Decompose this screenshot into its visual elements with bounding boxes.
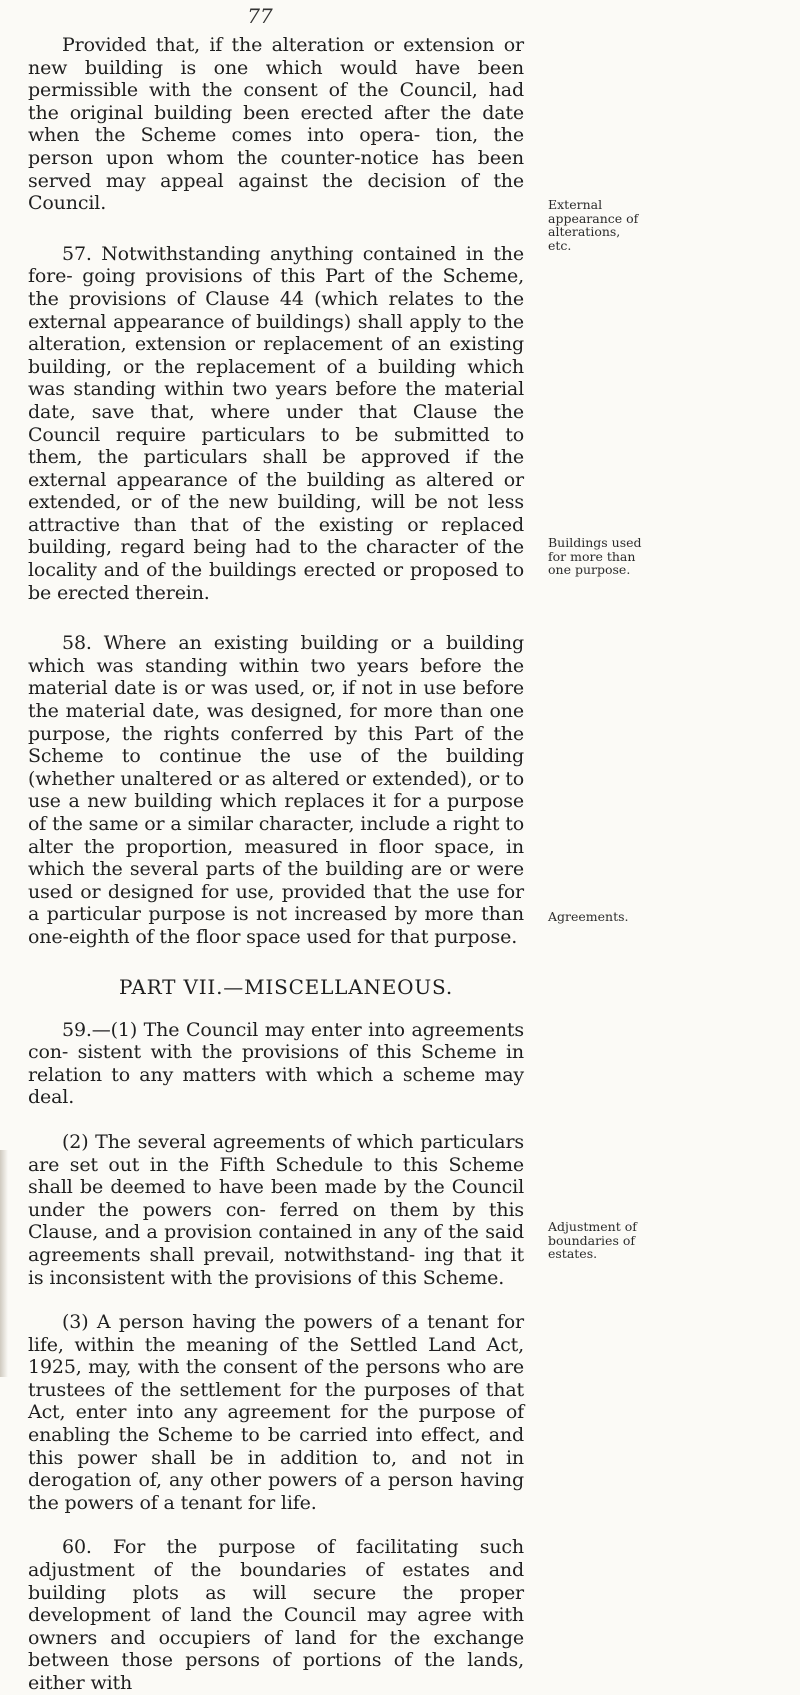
margin-note-external-appearance: External appearance of alterations, etc. — [548, 197, 639, 253]
margin-note-multi-use-buildings: Buildings used for more than one purpose. — [548, 535, 642, 577]
body-text — [28, 34, 524, 1695]
paragraph-60: 60. For the purpose of facilitating such adjustment of the boundaries of estates and building plots as will secure the proper development of land the Council may agree with owners and occupiers of land for the exchange between those persons of portions of the lands, either with — [28, 1536, 524, 1694]
page-number: 77 — [247, 4, 273, 28]
paragraph-59-1: 59.—(1) The Council may enter into agreements con- sistent with the provisions of this Scheme in relation to any matters with which a scheme may deal. — [28, 1018, 524, 1109]
paragraph-59-2: (2) The several agreements of which particulars are set out in the Fifth Schedule to this Scheme shall be deemed to have been made by the Council under the powers con- ferred on them by this Clause, and a provision contained in any of the said agreements shall prevail, notwithstand- ing that it is inconsistent with the provisions of this Scheme. — [28, 1130, 524, 1289]
margin-note-agreements: Agreements. — [548, 909, 629, 924]
paragraph-58: 58. Where an existing building or a building which was standing within two years before the material date is or was used, or, if not in use before the material date, was designed, for more than one purpose, the rights conferred by this Part of the Scheme to continue the use of the building (whether unaltered or as altered or extended), or to use a new building which replaces it for a purpose of the same or a similar character, include a right to alter the proportion, measured in floor space, in which the several parts of the building are or were used or designed for use, provided that the use for a particular purpose is not increased by more than one-eighth of the floor space used for that purpose. — [28, 632, 524, 948]
paragraph-57: 57. Notwithstanding anything contained in the fore- going provisions of this Part of the Scheme, the provisions of Clause 44 (which relates to the external appearance of buildings) shall apply to the alteration, extension or replacement of an existing building, or the replacement of a building which was standing within two years before the material date, save that, where under that Clause the Council require particulars to be submitted to them, the particulars shall be approved if the external appearance of the building as altered or extended, or of the new building, will be not less attractive than that of the existing or replaced building, regard being had to the character of the locality and of the buildings erected or proposed to be erected therein. — [28, 242, 524, 604]
margin-note-boundaries: Adjustment of boundaries of estates. — [548, 1219, 637, 1261]
page-edge-shadow — [0, 1150, 8, 1377]
paragraph-56-proviso: Provided that, if the alteration or extension or new building is one which would have been permissible with the consent of the Council, had the original building been erected after the date when the Scheme comes into opera- tion, the person upon whom the counter-notice has been served may appeal against the decision of the Council. — [28, 34, 524, 215]
paragraph-59-3: (3) A person having the powers of a tenant for life, within the meaning of the Settled Land Act, 1925, may, with the consent of the persons who are trustees of the settlement for the purposes of that Act, enter into any agreement for the purpose of enabling the Scheme to be carried into effect, and this power shall be in addition to, and not in derogation of, any other powers of a person having the powers of a tenant for life. — [28, 1311, 524, 1514]
part-heading: PART VII.—MISCELLANEOUS. — [119, 974, 453, 999]
